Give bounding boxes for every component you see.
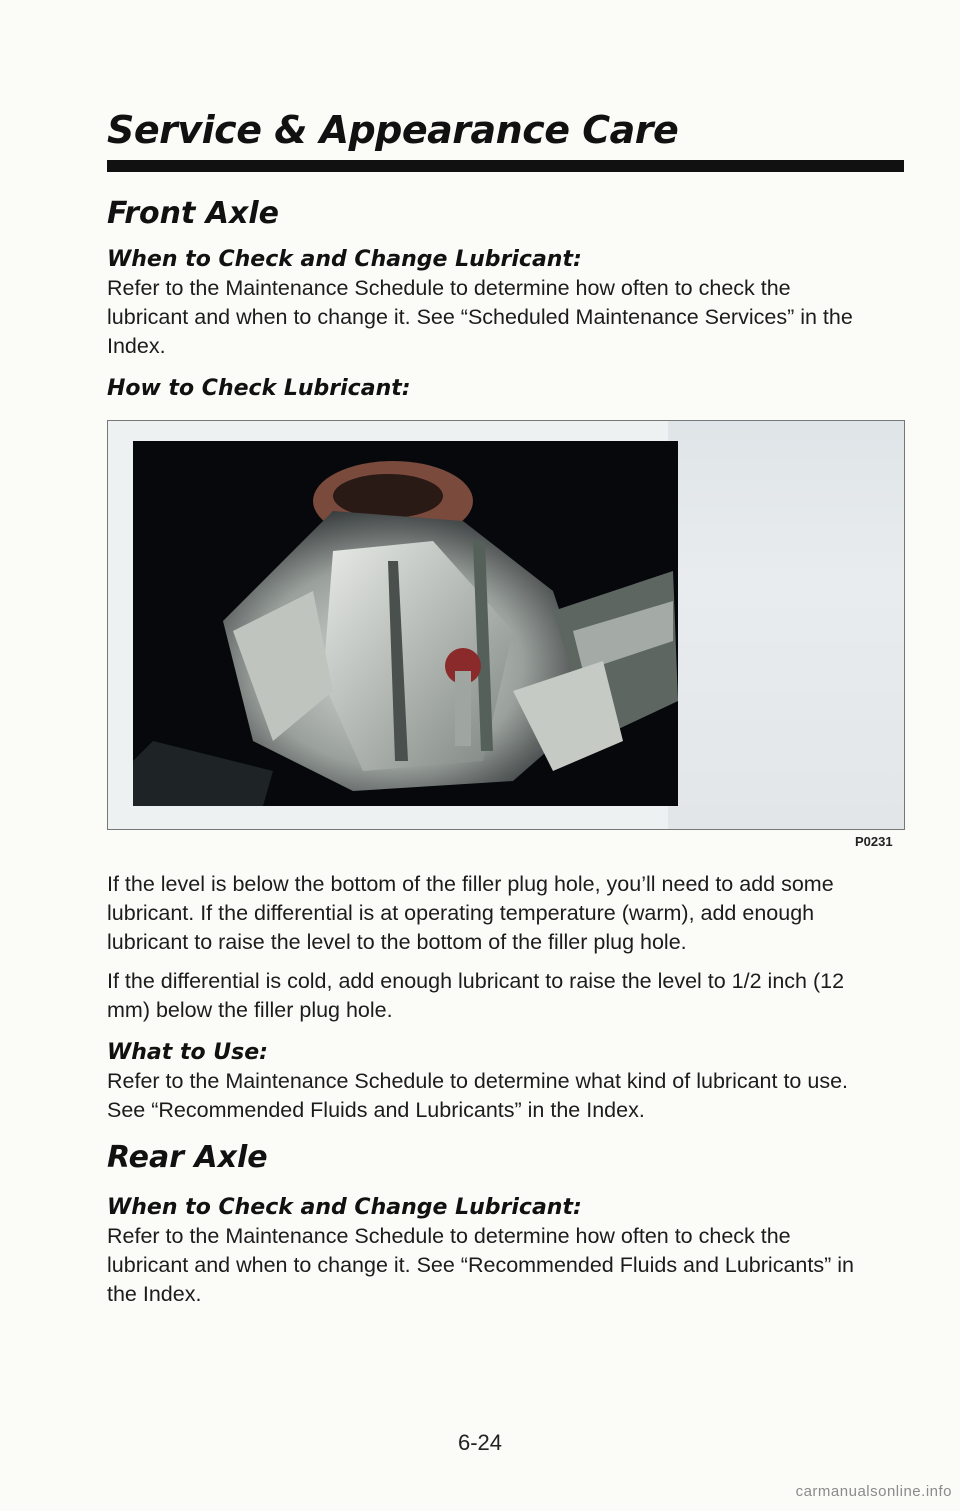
front-axle-section bbox=[107, 196, 907, 403]
page-number: 6-24 bbox=[457, 1430, 503, 1455]
front-use-heading: What to Use: bbox=[107, 1040, 268, 1065]
front-when-heading: When to Check and Change Lubricant: bbox=[107, 247, 582, 272]
differential-housing-image bbox=[133, 441, 678, 806]
figure-id: P0231 bbox=[855, 834, 893, 849]
title-rule bbox=[107, 160, 904, 172]
front-how-heading: How to Check Lubricant: bbox=[107, 376, 411, 401]
front-axle-photo bbox=[133, 441, 678, 806]
front-level-text-2: If the differential is cold, add enough lubricant to raise the level to 1/2 inch (12 mm) below the filler plug hole. bbox=[107, 969, 845, 1022]
chapter-title: Service & Appearance Care bbox=[107, 108, 679, 152]
front-level-text-1: If the level is below the bottom of the filler plug hole, you’ll need to add some lubricant. If the differential is at operating temperature (warm), add enough lubricant to raise the level to the bottom of the filler plug hole. bbox=[107, 872, 834, 954]
watermark: carmanualsonline.info bbox=[795, 1483, 952, 1500]
front-level-section bbox=[107, 870, 907, 1125]
rear-axle-section bbox=[107, 1140, 907, 1309]
front-when-text: Refer to the Maintenance Schedule to determine how often to check the lubricant and when to change it. See “Scheduled Maintenance Services” in the Index. bbox=[107, 276, 853, 358]
front-axle-heading: Front Axle bbox=[107, 196, 279, 231]
front-use-text: Refer to the Maintenance Schedule to determine what kind of lubricant to use. See “Recommended Fluids and Lubricants” in the Index. bbox=[107, 1069, 848, 1122]
rear-when-heading: When to Check and Change Lubricant: bbox=[107, 1195, 582, 1220]
axle-photo-figure bbox=[107, 420, 905, 830]
rear-when-text: Refer to the Maintenance Schedule to determine how often to check the lubricant and when to change it. See “Recommended Fluids and Lubricants” in the Index. bbox=[107, 1224, 854, 1306]
rear-axle-heading: Rear Axle bbox=[107, 1140, 268, 1175]
blurred-page-background bbox=[668, 421, 905, 830]
